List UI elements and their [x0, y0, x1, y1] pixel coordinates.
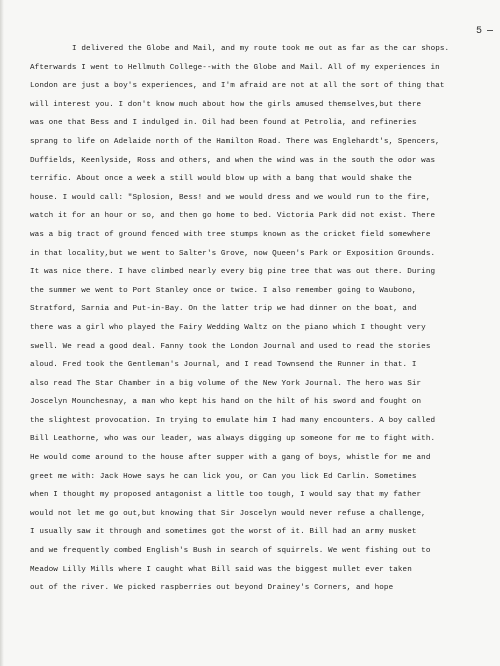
text-line: in that locality,but we went to Salter's Grove, now Queen's Park or Exposition Grounds.: [30, 249, 436, 258]
text-line: Meadow Lilly Mills where I caught what Bill said was the biggest mullet ever taken: [30, 565, 412, 574]
text-line: and we frequently combed English's Bush in search of squirrels. We went fishing out to: [30, 547, 431, 556]
text-line: would not let me go out,but knowing that Sir Joscelyn would never refuse a challenge,: [30, 509, 426, 518]
text-line: was a big tract of ground fenced with tree stumps known as the cricket field somewhere: [30, 230, 431, 239]
text-line: watch it for an hour or so, and then go home to bed. Victoria Park did not exist. There: [30, 212, 436, 221]
scan-edge-shadow: [0, 0, 4, 666]
text-line: It was nice there. I have climbed nearly every big pine tree that was out there. During: [30, 268, 436, 277]
text-line: Bill Leathorne, who was our leader, was always digging up someone for me to fight with.: [30, 435, 436, 444]
text-line: aloud. Fred took the Gentleman's Journal, and I read Townsend the Runner in that. I: [30, 361, 417, 370]
text-line: Joscelyn Mounchesnay, a man who kept his hand on the hilt of his sword and fought on: [30, 398, 422, 407]
text-line: terrific. About once a week a still would blow up with a bang that would shake the: [30, 175, 412, 184]
text-line: there was a girl who played the Fairy Wedding Waltz on the piano which I thought very: [30, 323, 426, 332]
text-line: the slightest provocation. In trying to emulate him I had many encounters. A boy called: [30, 416, 436, 425]
text-line: the summer we went to Port Stanley once or twice. I also remember going to Waubono,: [30, 286, 417, 295]
text-line: greet me with: Jack Howe says he can lick you, or Can you lick Ed Carlin. Sometimes: [30, 472, 417, 481]
text-line: Stratford, Sarnia and Put-in-Bay. On the latter trip we had dinner on the boat, and: [30, 305, 417, 314]
body-paragraph: [30, 40, 496, 598]
text-line: out of the river. We picked raspberries out beyond Drainey's Corners, and hope: [30, 584, 394, 593]
text-line: will interest you. I don't know much about how the girls amused themselves,but there: [30, 100, 422, 109]
text-line: was one that Bess and I indulged in. Oil had been found at Petrolia, and refineries: [30, 119, 417, 128]
text-line: Afterwards I went to Hellmuth College--with the Globe and Mail. All of my experiences in: [30, 63, 440, 72]
page-number: 5: [476, 26, 483, 37]
text-line: when I thought my proposed antagonist a little too tough, I would say that my father: [30, 491, 422, 500]
page-number-underline: [487, 30, 493, 31]
text-line: swell. We read a good deal. Fanny took the London Journal and used to read the stories: [30, 342, 431, 351]
text-line: He would come around to the house after supper with a gang of boys, whistle for me and: [30, 454, 431, 463]
text-line: London are just a boy's experiences, and I'm afraid are not at all the sort of thing that: [30, 82, 445, 91]
text-line: I usually saw it through and sometimes got the worst of it. Bill had an army musket: [30, 528, 417, 537]
text-line: I delivered the Globe and Mail, and my route took me out as far as the car shops.: [72, 45, 450, 53]
text-line: Duffields, Keenlyside, Ross and others, and when the wind was in the south the odor was: [30, 156, 436, 165]
text-line: sprang to life on Adelaide north of the Hamilton Road. There was Englehardt's, Spencers,: [30, 137, 440, 146]
text-line: house. I would call: "Splosion, Bess! and we would dress and we would run to the fire,: [30, 193, 431, 202]
text-line: also read The Star Chamber in a big volume of the New York Journal. The hero was Sir: [30, 379, 422, 388]
